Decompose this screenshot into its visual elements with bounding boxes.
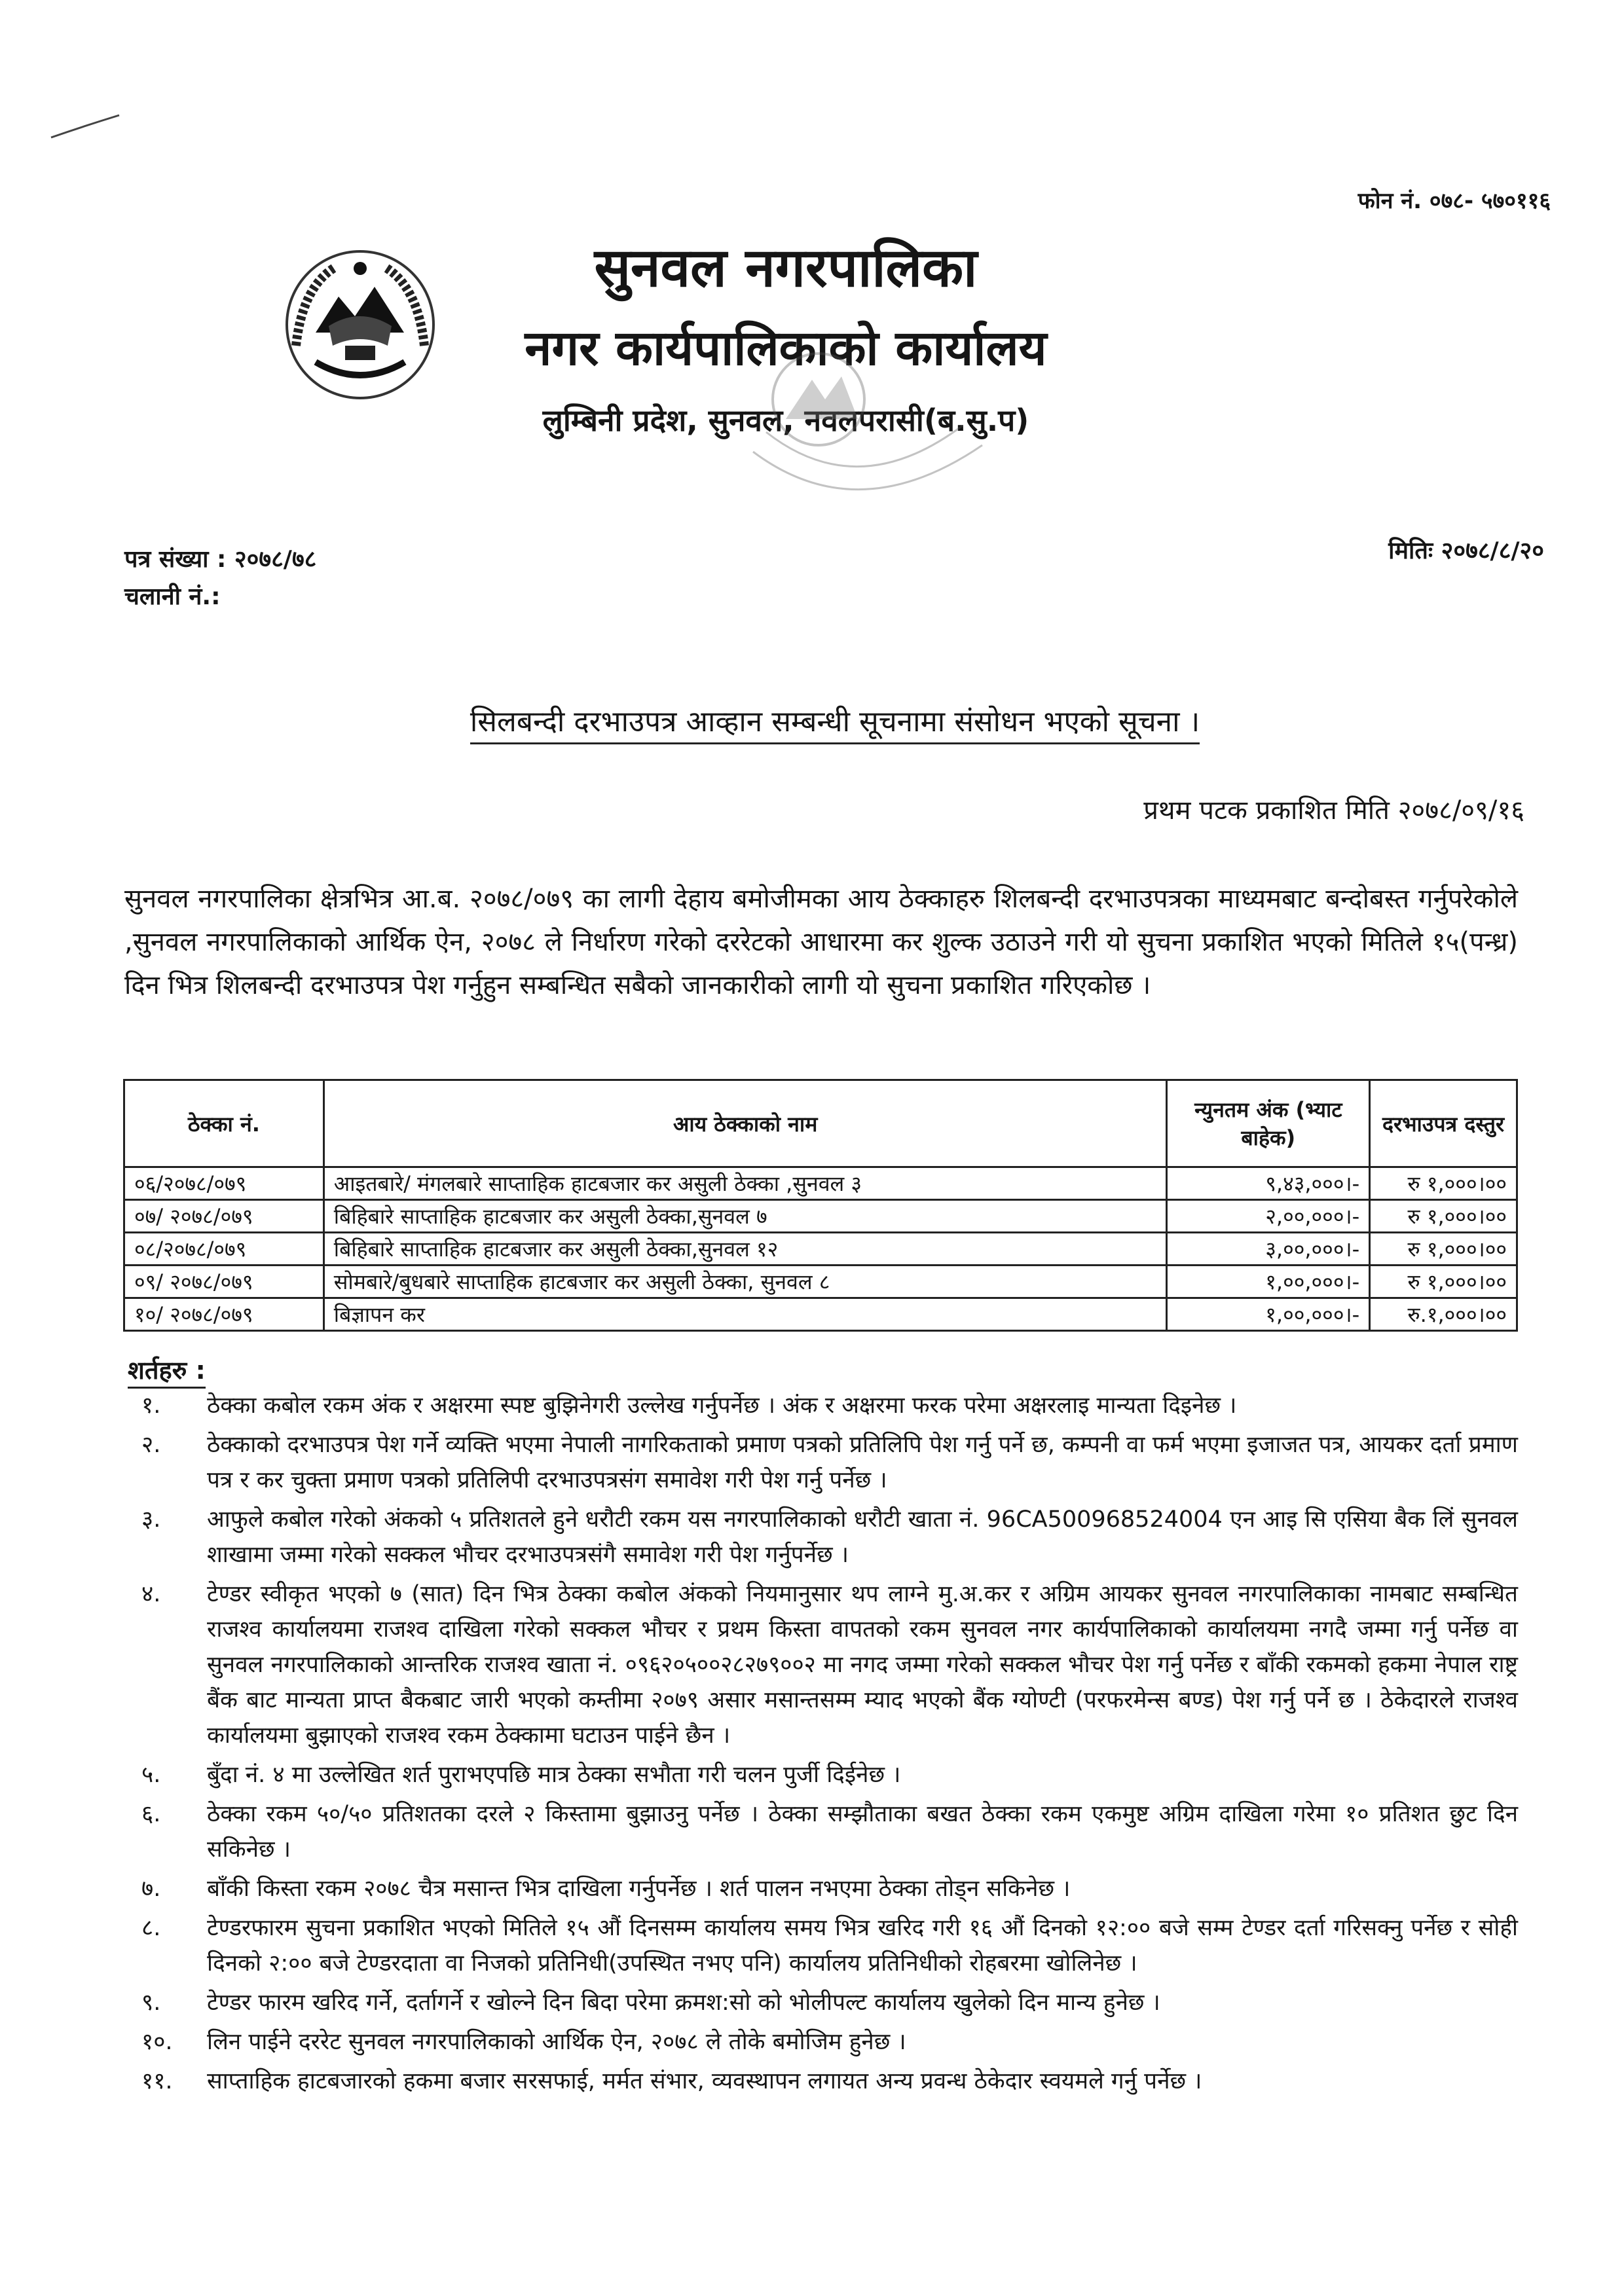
cell-minimum-amount: २,००,०००।- (1167, 1200, 1370, 1233)
cell-contract-name: आइतबारे/ मंगलबारे साप्ताहिक हाटबजार कर असुली ठेक्का ,सुनवल ३ (323, 1167, 1167, 1200)
cell-tender-fee: रु.१,०००।०० (1370, 1298, 1517, 1331)
cell-contract-no: १०/ २०७८/०७९ (124, 1298, 324, 1331)
term-number: ३. (141, 1506, 161, 1533)
cell-tender-fee: रु १,०००।०० (1370, 1233, 1517, 1266)
table-row (124, 1298, 1517, 1331)
terms-list (124, 1388, 1518, 2103)
table-row (124, 1167, 1517, 1200)
term-text: बुँदा नं. ४ मा उल्लेखित शर्त पुराभएपछि मात्र ठेक्का सभौता गरी चलन पुर्जी दिईनेछ । (207, 1762, 901, 1788)
cell-contract-name: बिहिबारे साप्ताहिक हाटबजार कर असुली ठेक्का,सुनवल १२ (323, 1233, 1167, 1266)
office-stamp-icon (727, 347, 1002, 543)
office-address: लुम्बिनी प्रदेश, सुनवल, नवलपरासी(ब.सु.प) (542, 403, 1029, 438)
term-text: बाँकी किस्ता रकम २०७८ चैत्र मसान्त भित्र दाखिला गर्नुपर्नेछ । शर्त पालन नभएमा ठेक्का तोड्न सकिनेछ । (207, 1876, 1071, 1902)
term-number: ६. (141, 1801, 161, 1827)
term-text: साप्ताहिक हाटबजारको हकमा बजार सरसफाई, मर्मत संभार, व्यवस्थापन लगायत अन्य प्रवन्ध ठेकेदार स्वयमले गर्नु पर्नेछ । (207, 2068, 1202, 2094)
terms-heading: शर्तहरु : (128, 1353, 206, 1389)
term-number: ४. (141, 1581, 161, 1607)
term-text: टेण्डरफारम सुचना प्रकाशित भएको मितिले १५ औं दिनसम्म कार्यालय समय भित्र खरिद गरी १६ औं दिनको १२:०० बजे सम्म टेण्डर दर्ता गरिसक्नु पर्नेछ र सोही दिनको २:०० बजे टेण्डरदाता वा निजको प्रतिनिधी(उपस्थित नभए पनि) कार्यालय प्रतिनिधीको रोहबरमा खोलिनेछ । (207, 1915, 1518, 1977)
list-item (124, 2064, 1518, 2099)
cell-contract-no: ०९/ २०७८/०७९ (124, 1266, 324, 1298)
term-number: २. (141, 1432, 161, 1458)
col-minimum-amount: न्युनतम अंक (भ्याट बाहेक) (1167, 1080, 1370, 1167)
list-item (124, 1910, 1518, 1981)
term-text: ठेक्काको दरभाउपत्र पेश गर्ने व्यक्ति भएमा नेपाली नागरिकताको प्रमाण पत्रको प्रतिलिपि पेश गर्नु पर्ने छ, कम्पनी वा फर्म भएमा इजाजत पत्र, आयकर दर्ता प्रमाण पत्र र कर चुक्ता प्रमाण पत्रको प्रतिलिपी दरभाउपत्रसंग समावेश गरी पेश गर्नु पर्नेछ । (207, 1432, 1518, 1493)
notice-subject-text: सिलबन्दी दरभाउपत्र आव्हान सम्बन्धी सूचनामा संसोधन भएको सूचना । (470, 705, 1200, 744)
term-text: आफुले कबोल गरेको अंकको ५ प्रतिशतले हुने धरौटी रकम यस नगरपालिकाको धरौटी खाता नं. 96CA500968524004 एन आइ सि एसिया बैक लिं सुनवल शाखामा जम्मा गरेको सक्कल भौचर दरभाउपत्रसंगै समावेश गरी पेश गर्नुपर्नेछ । (207, 1506, 1518, 1568)
term-number: ७. (141, 1876, 161, 1902)
cell-contract-name: बिहिबारे साप्ताहिक हाटबजार कर असुली ठेक्का,सुनवल ७ (323, 1200, 1167, 1233)
cell-tender-fee: रु १,०००।०० (1370, 1167, 1517, 1200)
office-name: नगर कार्यपालिकाको कार्यालय (525, 320, 1047, 376)
term-text: ठेक्का कबोल रकम अंक र अक्षरमा स्पष्ट बुझिनेगरी उल्लेख गर्नुपर्नेछ । अंक र अक्षरमा फरक परेमा अक्षरलाइ मान्यता दिइनेछ । (207, 1393, 1237, 1419)
cell-tender-fee: रु १,०००।०० (1370, 1266, 1517, 1298)
cell-tender-fee: रु १,०००।०० (1370, 1200, 1517, 1233)
table-header-row (124, 1080, 1517, 1167)
term-number: ९. (141, 1990, 161, 2016)
col-contract-name: आय ठेक्काको नाम (323, 1080, 1167, 1167)
nepal-emblem-icon (283, 247, 437, 402)
letter-date: मितिः २०७८/८/२० (1388, 538, 1544, 564)
letter-number: पत्र संख्या : २०७८/७८ (124, 546, 317, 573)
term-number: ८. (141, 1915, 161, 1941)
col-contract-no: ठेक्का नं. (124, 1080, 324, 1167)
list-item (124, 1502, 1518, 1573)
first-published-date: प्रथम पटक प्रकाशित मिति २०७८/०९/१६ (1143, 795, 1524, 826)
org-name: सुनवल नगरपालिका (594, 237, 978, 299)
cell-minimum-amount: ९,४३,०००।- (1167, 1167, 1370, 1200)
table-row (124, 1233, 1517, 1266)
table-row (124, 1200, 1517, 1233)
term-number: ११. (141, 2068, 173, 2094)
cell-contract-name: सोमबारे/बुधबारे साप्ताहिक हाटबजार कर असुली ठेक्का, सुनवल ८ (323, 1266, 1167, 1298)
cell-contract-no: ०८/२०७८/०७९ (124, 1233, 324, 1266)
cell-minimum-amount: ३,००,०००।- (1167, 1233, 1370, 1266)
pen-mark (46, 111, 124, 144)
col-tender-fee: दरभाउपत्र दस्तुर (1370, 1080, 1517, 1167)
term-text: ठेक्का रकम ५०/५० प्रतिशतका दरले २ किस्तामा बुझाउनु पर्नेछ । ठेक्का सम्झौताका बखत ठेक्का रकम एकमुष्ट अग्रिम दाखिला गरेमा १० प्रतिशत छुट दिन सकिनेछ । (207, 1801, 1518, 1863)
list-item (124, 1576, 1518, 1753)
intro-paragraph: सुनवल नगरपालिका क्षेत्रभित्र आ.ब. २०७८/०७९ का लागी देहाय बमोजीमका आय ठेक्काहरु शिलबन्दी दरभाउपत्रका माध्यमबाट बन्दोबस्त गर्नुपरेकोले ,सुनवल नगरपालिकाको आर्थिक ऐन, २०७८ ले निर्धारण गरेको दररेटको आधारमा कर शुल्क उठाउने गरी यो सुचना प्रकाशित भएको मितिले १५(पन्ध्र) दिन भित्र शिलबन्दी दरभाउपत्र पेश गर्नुहुन सम्बन्धित सबैको जानकारीको लागी यो सुचना प्रकाशित गरिएकोछ । (124, 884, 1518, 1000)
list-item (124, 1796, 1518, 1867)
notice-subject (363, 701, 1306, 740)
cell-minimum-amount: १,००,०००।- (1167, 1298, 1370, 1331)
cell-minimum-amount: १,००,०००।- (1167, 1266, 1370, 1298)
contracts-table (123, 1079, 1518, 1332)
table-row (124, 1266, 1517, 1298)
cell-contract-no: ०६/२०७८/०७९ (124, 1167, 324, 1200)
term-text: टेण्डर स्वीकृत भएको ७ (सात) दिन भित्र ठेक्का कबोल अंकको नियमानुसार थप लाग्ने मु.अ.कर र अग्रिम आयकर सुनवल नगरपालिकाका नामबाट सम्बन्धित राजश्व कार्यालयमा राजश्व दाखिला गरेको सक्कल भौचर र प्रथम किस्ता वापतको रकम सुनवल नगर कार्यपालिकाको कार्यालयमा नगदै जम्मा गर्नु पर्नेछ वा सुनवल नगरपालिकाको आन्तरिक राजश्व खाता नं. ०९६२०५००२८२७९००२ मा नगद जम्मा गरेको सक्कल भौचर पेश गर्नु पर्नेछ र बाँकी रकमको हकमा नेपाल राष्ट्र बैंक बाट मान्यता प्राप्त बैकबाट जारी भएको कम्तीमा २०७९ असार मसान्तसम्म म्याद भएको बैंक ग्योण्टी (परफरमेन्स बण्ड) पेश गर्नु पर्ने छ । ठेकेदारले राजश्व कार्यालयमा बुझाएको राजश्व रकम ठेक्कामा घटाउन पाईने छैन । (207, 1581, 1518, 1749)
list-item (124, 2024, 1518, 2060)
term-text: टेण्डर फारम खरिद गर्ने, दर्तागर्ने र खोल्ने दिन बिदा परेमा क्रमश:सो को भोलीपल्ट कार्यालय खुलेको दिन मान्य हुनेछ । (207, 1990, 1160, 2016)
term-number: १. (141, 1393, 161, 1419)
cell-contract-name: बिज्ञापन कर (323, 1298, 1167, 1331)
list-item (124, 1427, 1518, 1498)
list-item (124, 1757, 1518, 1793)
dispatch-number: चलानी नं.: (124, 583, 221, 610)
term-number: १०. (141, 2029, 173, 2055)
term-number: ५. (141, 1762, 161, 1788)
phone-number: फोन नं. ०७८- ५७०११६ (1357, 188, 1551, 214)
cell-contract-no: ०७/ २०७८/०७९ (124, 1200, 324, 1233)
list-item (124, 1871, 1518, 1906)
term-text: लिन पाईने दररेट सुनवल नगरपालिकाको आर्थिक ऐन, २०७८ ले तोके बमोजिम हुनेछ । (207, 2029, 906, 2055)
list-item (124, 1388, 1518, 1423)
list-item (124, 1985, 1518, 2020)
